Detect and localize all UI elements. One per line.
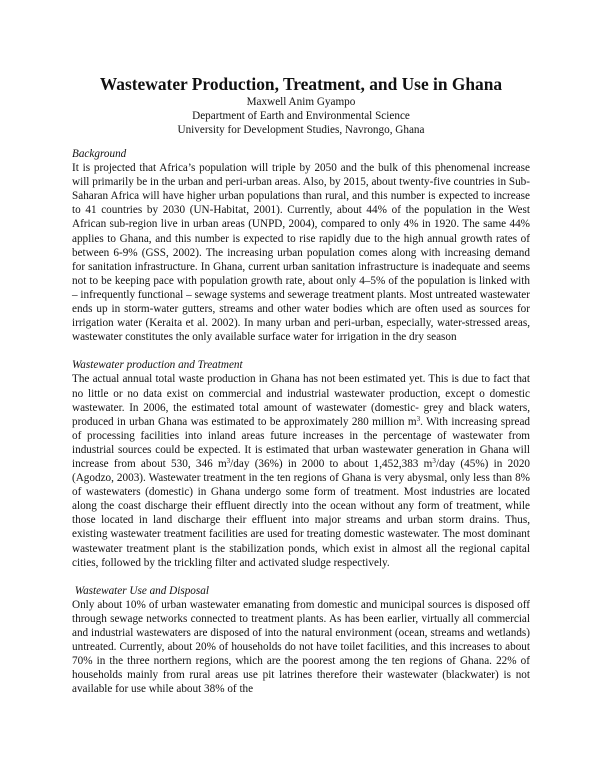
author-name: Maxwell Anim Gyampo: [246, 96, 356, 108]
paper-title: Wastewater Production, Treatment, and Use in Ghana: [99, 74, 503, 94]
cubic-superscript: 3: [432, 456, 436, 465]
production-heading: Wastewater production and Treatment: [72, 359, 243, 372]
author-university: University for Development Studies, Navrongo, Ghana: [177, 124, 425, 136]
cubic-superscript: 3: [226, 456, 231, 465]
production-text-part-1: The actual annual total waste production in Ghana has not been estimated yet. This is due to fact that no little or no data exist on commercial and industrial wastewater production, except o domestic wastewater. In 2006, the estimated total amount of wastewater (domestic- grey and black waters, produced in urban Ghana was estimated to be approximately 280 million m: [72, 373, 530, 428]
background-heading: Background: [72, 148, 127, 160]
production-text-part-4: /day (45%) in 2020 (Agodzo, 2003). Wastewater treatment in the ten regions of Ghana is very abysmal, only less than 8% of wastewaters (domestic) in Ghana undergo some form of treatment. Most industries are located along the coast discharge their effluent directly into the ocean without any form of treatment, while those located in land discharge their effluent into major streams and urban storm drains. Thus, existing wastewater treatment facilities are used for treating domestic wastewater. The most dominant wastewater treatment plant is the stabilization ponds, which exist in almost all the regional capital cities, followed by the trickling filter and activated sludge respectively.: [72, 457, 531, 569]
document-page: [72, 74, 530, 696]
use-disposal-heading: Wastewater Use and Disposal: [72, 584, 209, 597]
cubic-superscript: 3: [416, 414, 421, 423]
production-paragraph: [72, 372, 530, 569]
production-text-part-2: . With increasing spread of processing facilities into inland areas future increases in the percentage of wastewater from industrial sources could be expected. It is estimated that urban wastewater generation in Ghana will increase from about 530, 346 m: [72, 415, 531, 470]
use-disposal-paragraph: Only about 10% of urban wastewater emanating from domestic and municipal sources is disposed off through sewage networks connected to treatment plants. As has been earlier, virtually all commercial and industrial wastewaters are disposed of into the natural environment (ocean, streams and wetlands) untreated. Currently, about 20% of households do not have toilet facilities, and this increases to about 70% in the three northern regions, which are the poorest among the ten regions of Ghana. 22% of households mainly from rural areas use pit latrines therefore their wastewater (blackwater) is not available for use while about 38% of the: [72, 598, 530, 696]
production-text-part-3: /day (36%) in 2000 to about 1,452,383 m: [230, 457, 433, 470]
background-paragraph: It is projected that Africa’s population will triple by 2050 and the bulk of this phenomenal increase will primarily be in the urban and peri-urban areas. Also, by 2015, about twenty-five countries in Sub-Saharan Africa will have higher urban populations than rural, and this number is expected to increase to 41 countries by 2030 (UN-Habitat, 2001). Currently, about 44% of the population in the West African sub-region live in urban areas (UNPD, 2004), compared to only 4% in 1920. The same 44% applies to Ghana, and this number is expected to rise rapidly due to the high annual growth rates of between 6-9% (GSS, 2002). The increasing urban population comes along with increasing demand for sanitation infrastructure. In Ghana, current urban sanitation infrastructure is inadequate and seems not to be keeping pace with population growth rate, about only 4–5% of the population is linked with – infrequently functional – sewage systems and sewerage treatment plants. Most untreated wastewater ends up in storm-water gutters, streams and other water bodies which are often used as sources for irrigation water (Keraita et al. 2002). In many urban and peri-urban, especially, water-stressed areas, wastewater constitutes the only available surface water for irrigation in the dry season: [72, 162, 530, 344]
author-department: Department of Earth and Environmental Science: [192, 110, 410, 122]
